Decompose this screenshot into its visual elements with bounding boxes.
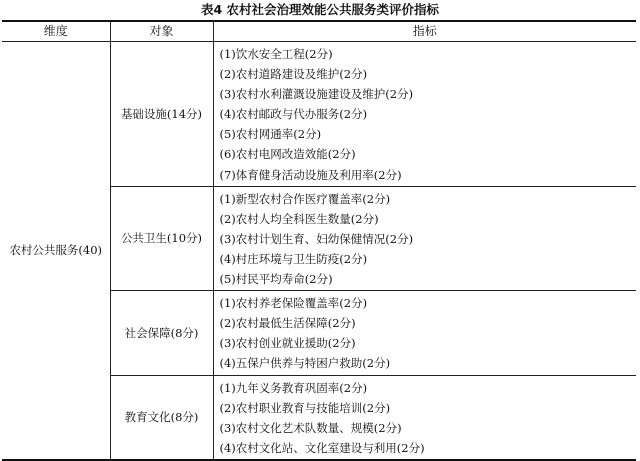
header-object: 对象	[110, 21, 213, 42]
indicator-item: (1)饮水安全工程(2分)	[219, 47, 333, 61]
indicator-item: (1)新型农村合作医疗覆盖率(2分)	[219, 191, 391, 206]
indicator-cell-social-security	[213, 291, 636, 375]
object-cell-public-health: 公共卫生(10分)	[110, 186, 213, 290]
object-cell-education-culture: 教育文化(8分)	[110, 375, 213, 460]
indicator-item: (4)农村文化站、文化室建设与利用(2分)	[219, 440, 425, 455]
object-cell-infrastructure: 基础设施(14分)	[110, 42, 213, 187]
indicator-item: (3)农村水利灌溉设施建设及维护(2分)	[219, 87, 414, 102]
indicator-item: (4)五保户供养与特困户救助(2分)	[219, 356, 391, 371]
indicator-cell-infrastructure	[213, 42, 636, 187]
indicator-item: (4)农村邮政与代办服务(2分)	[219, 107, 368, 122]
indicator-item: (1)农村养老保险覆盖率(2分)	[219, 296, 368, 311]
indicator-item: (6)农村电网改造效能(2分)	[219, 147, 356, 162]
indicator-item: (3)农村计划生育、妇幼保健情况(2分)	[219, 231, 414, 246]
indicator-item: (2)农村最低生活保障(2分)	[219, 316, 356, 331]
indicator-item: (2)农村道路建设及维护(2分)	[219, 67, 368, 82]
header-row	[2, 21, 636, 42]
header-indicator: 指标	[213, 21, 636, 42]
indicator-item: (3)农村文化艺术队数量、规模(2分)	[219, 420, 402, 435]
indicator-cell-education-culture	[213, 375, 636, 460]
indicator-item: (3)农村创业就业援助(2分)	[219, 336, 356, 351]
indicator-item: (4)村庄环境与卫生防疫(2分)	[219, 251, 368, 266]
header-dimension: 维度	[2, 21, 110, 42]
indicator-cell-public-health	[213, 186, 636, 290]
dimension-cell: 农村公共服务(40)	[2, 42, 110, 460]
indicator-item: (1)九年义务教育巩固率(2分)	[219, 380, 368, 395]
group-row-infrastructure	[2, 42, 636, 187]
indicator-item: (5)村民平均寿命(2分)	[219, 272, 333, 287]
indicator-item: (2)农村职业教育与技能培训(2分)	[219, 400, 391, 415]
indicator-item: (7)体育健身活动设施及利用率(2分)	[219, 167, 402, 182]
table-title: 表4 农村社会治理效能公共服务类评价指标	[200, 2, 440, 17]
evaluation-table	[2, 20, 636, 461]
indicator-item: (2)农村人均全科医生数量(2分)	[219, 211, 379, 226]
indicator-item: (5)农村网通率(2分)	[219, 127, 322, 142]
object-cell-social-security: 社会保障(8分)	[110, 291, 213, 375]
